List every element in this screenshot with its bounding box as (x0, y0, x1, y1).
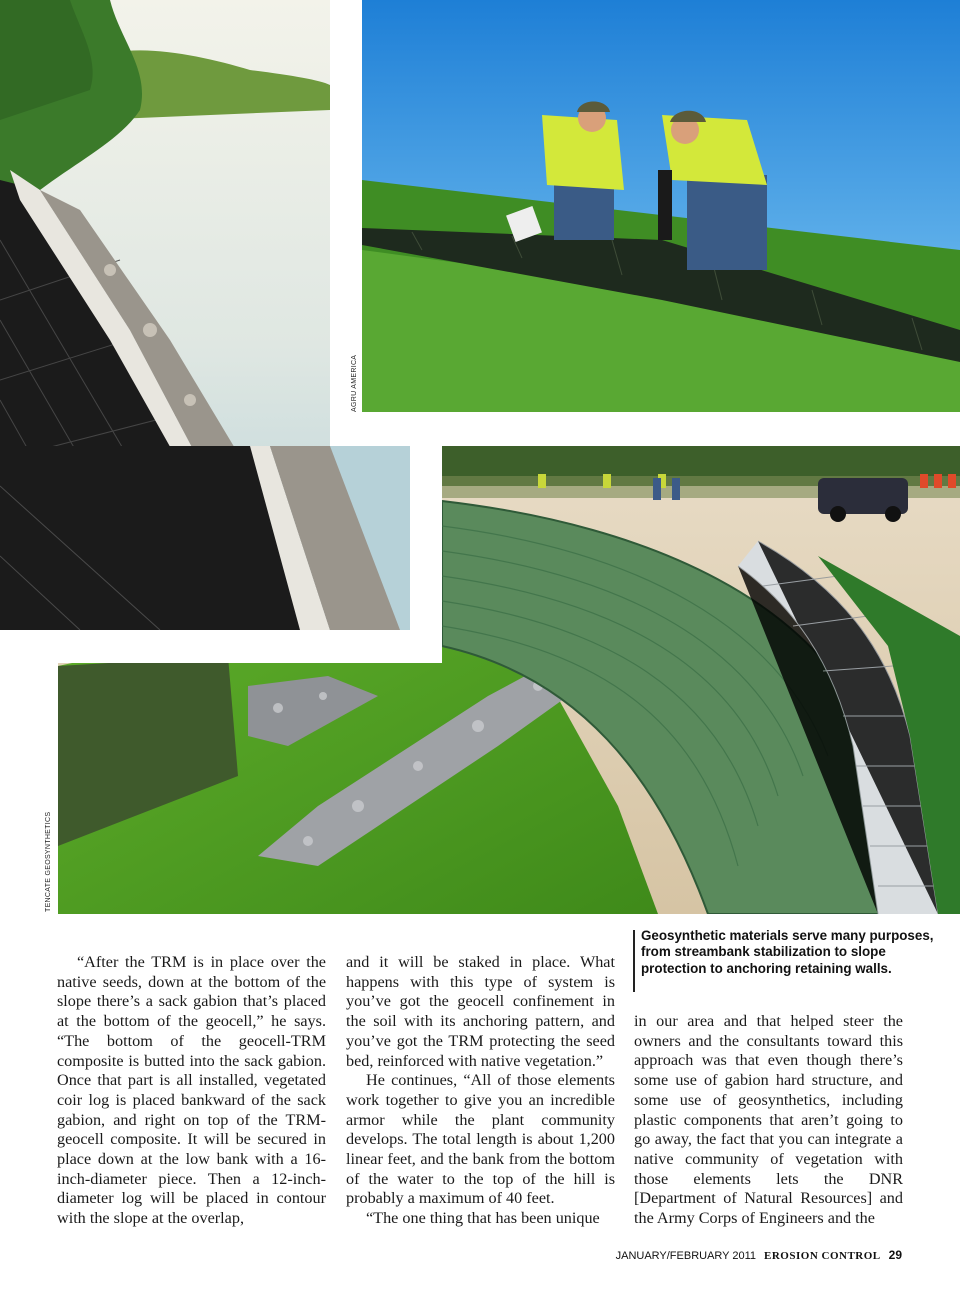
article-column-3 (634, 1012, 903, 1229)
paragraph: “After the TRM is in place over the native seeds, down at the bottom of the slope there’s a sack gabion that’s placed at the bottom of the geocell,” he says. “The bottom of the geocell-TRM composite is butted into the sack gabion. Once that part is all installed, vegetated coir log is placed bankward of the sack gabion, and right on top of the TRM-geocell composite. It will be secured in place down at the low bank with a 16-inch-diameter piece. Then a 12-inch-diameter log will be placed in contour with the slope at the overlap, (57, 953, 326, 1228)
paragraph: He continues, “All of those elements work together to give you an incredible armor while the plant community develops. The total length is about 1,200 linear feet, and the bank from the bottom of the water to the top of the hill is probably a maximum of 40 feet. (346, 1071, 615, 1208)
magazine-name: EROSION CONTROL (764, 1250, 881, 1262)
photo-credit-tencate: TENCATE GEOSYNTHETICS (45, 811, 52, 912)
riverbank-photo-extension (0, 446, 410, 630)
photo-caption: Geosynthetic materials serve many purposes, from streambank stabilization to slope protection to anchoring retaining walls. (641, 928, 934, 976)
paragraph: and it will be staked in place. What happens with this type of system is you’ve got the geocell confinement in the soil with its anchoring pattern, and you’ve got the TRM protecting the seed bed, reinforced with native vegetation.” (346, 953, 615, 1070)
caption-rule (633, 930, 635, 992)
paragraph: in our area and that helped steer the owners and the consultants toward this approach was that even though there’s some use of gabion hard structure, and some use of geosynthetics, including plastic components that aren’t going to go away, the fact that you can integrate a native community of vegetation with those elements lets the DNR [Department of Natural Resources] and the Army Corps of Engineers and the (634, 1012, 903, 1228)
page-footer (616, 1248, 902, 1262)
article-column-1 (57, 953, 326, 1229)
paragraph: “The one thing that has been unique (366, 1209, 600, 1228)
photo-credit-agru: AGRU AMERICA (351, 354, 358, 412)
page-number: 29 (888, 1248, 902, 1262)
issue-date: JANUARY/FEBRUARY 2011 (615, 1250, 757, 1262)
workers-photo (362, 0, 960, 412)
article-column-2 (346, 953, 615, 1229)
